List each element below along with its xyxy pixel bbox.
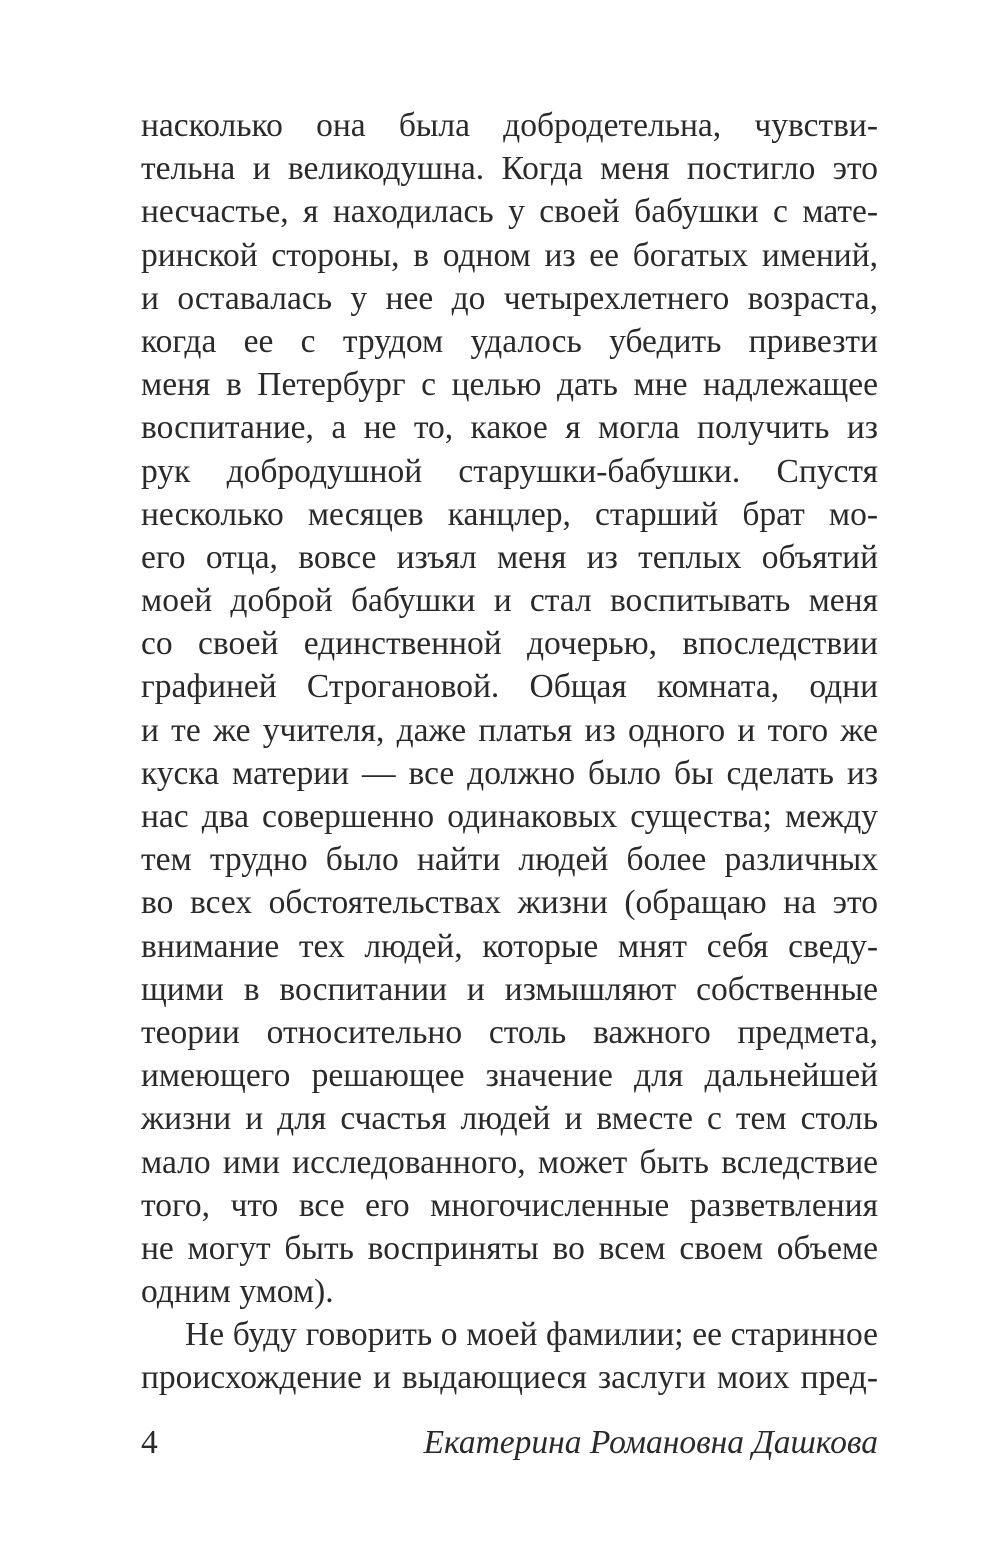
running-title: Екатерина Романовна Дашкова — [423, 1424, 878, 1461]
paragraph — [141, 104, 878, 1313]
text-line: нас два совершенно одинаковых существа; между — [141, 798, 878, 835]
text-line: моей доброй бабушки и стал воспитывать меня — [141, 582, 878, 620]
text-line: его отца, вовсе изъял меня из теплых объятий — [141, 538, 878, 576]
text-line: и оставалась у нее до четырехлетнего возраста, — [141, 279, 878, 317]
text-line: несчастье, я находилась у своей бабушки с мате- — [141, 193, 878, 231]
text-line: со своей единственной дочерью, впоследствии — [141, 625, 878, 663]
page-number: 4 — [141, 1424, 158, 1461]
text-line: щими в воспитании и измышляют собственные — [141, 970, 878, 1008]
text-line: жизни и для счастья людей и вместе с тем столь — [141, 1100, 878, 1138]
text-line: теории относительно столь важного предмета, — [141, 1013, 878, 1051]
text-line: во всех обстоятельствах жизни (обращаю на это — [141, 884, 878, 922]
text-line: когда ее с трудом удалось убедить привезти — [141, 322, 878, 360]
text-line: того, что все его многочисленные разветвления — [141, 1186, 878, 1224]
text-line: одним умом). — [141, 1273, 334, 1311]
text-line: насколько она была добродетельна, чувстви- — [141, 107, 878, 144]
text-line: происхождение и выдающиеся заслуги моих пред- — [141, 1359, 878, 1397]
text-line: тем трудно было найти людей более различных — [141, 841, 878, 879]
page-footer — [141, 1418, 878, 1468]
text-line: Не буду говорить о моей фамилии; ее старинное — [185, 1316, 878, 1354]
body-text — [141, 104, 878, 1400]
text-line: и те же учителя, даже платья из одного и того же — [141, 711, 878, 749]
text-line: внимание тех людей, которые мнят себя сведу- — [141, 927, 878, 965]
text-line: воспитание, а не то, какое я могла получить из — [141, 409, 878, 447]
text-line: ринской стороны, в одном из ее богатых имений, — [141, 236, 878, 274]
text-line: не могут быть восприняты во всем своем объеме — [141, 1229, 878, 1267]
text-line: имеющего решающее значение для дальнейшей — [141, 1057, 878, 1095]
text-line: несколько месяцев канцлер, старший брат мо- — [141, 495, 878, 533]
text-line: рук добродушной старушки-бабушки. Спустя — [141, 452, 878, 490]
text-line: графиней Строгановой. Общая комната, одни — [141, 668, 878, 706]
text-line: мало ими исследованного, может быть вследствие — [141, 1143, 878, 1181]
text-line: тельна и великодушна. Когда меня постигло это — [141, 150, 878, 188]
text-line: куска материи — все должно было бы сделать из — [141, 754, 878, 792]
paragraph — [141, 1313, 878, 1399]
text-line: меня в Петербург с целью дать мне надлежащее — [141, 366, 878, 404]
